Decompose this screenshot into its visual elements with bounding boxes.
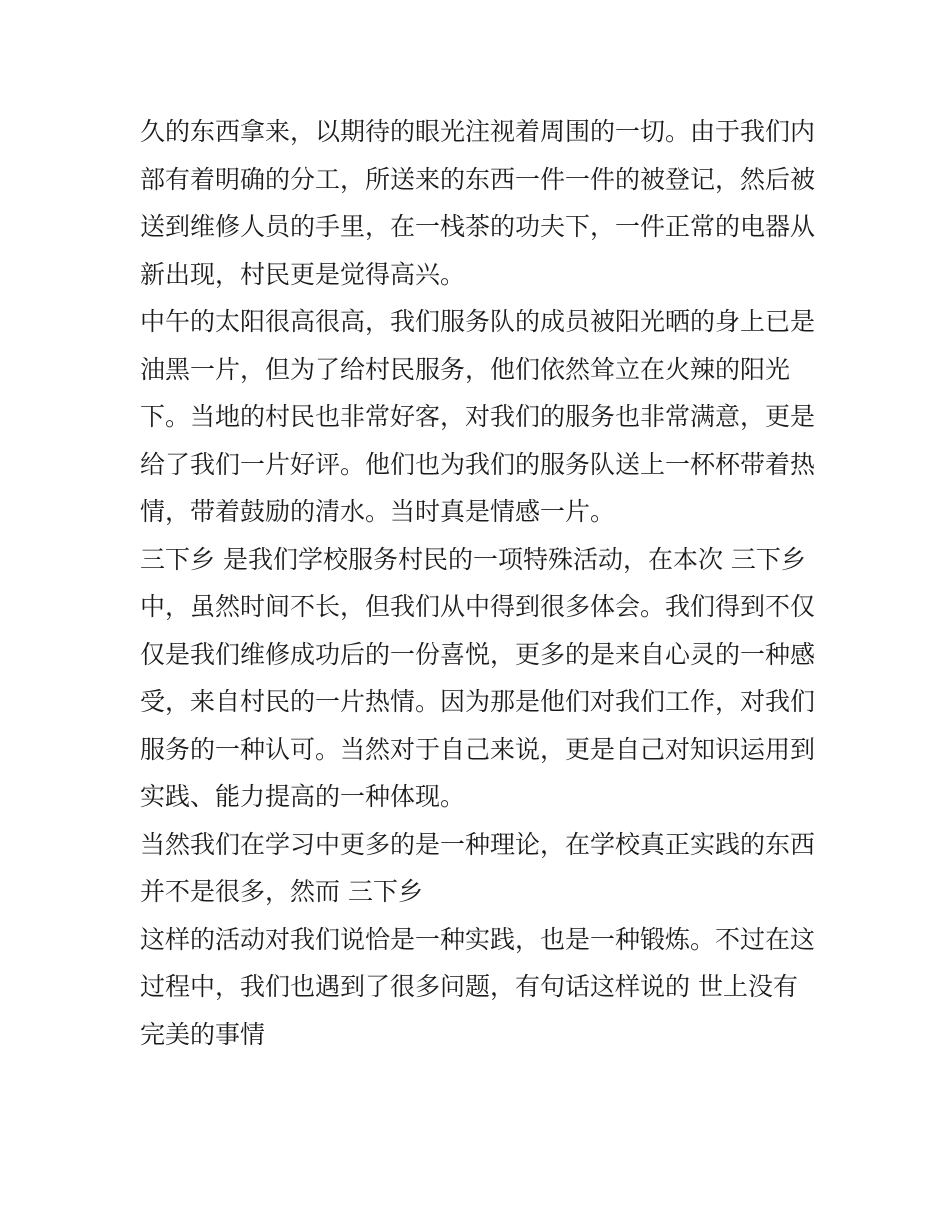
text-line: 送到维修人员的手里，在一栈茶的功夫下，一件正常的电器从 [140, 212, 816, 241]
text-line: 油黑一片，但为了给村民服务，他们依然耸立在火辣的阳光 [140, 354, 791, 384]
text-line: 下。当地的村民也非常好客，对我们的服务也非常满意，更是 [140, 402, 816, 431]
text-line: 受，来自村民的一片热情。因为那是他们对我们工作，对我们 [140, 687, 816, 716]
text-line: 中，虽然时间不长，但我们从中得到很多体会。我们得到不仅 [140, 592, 816, 621]
text-line: 情，带着鼓励的清水。当时真是情感一片。 [140, 497, 616, 526]
text-line: 完美的事情 [140, 1019, 266, 1049]
text-line: 当然我们在学习中更多的是一种理论，在学校真正实践的东西 [140, 829, 816, 859]
text-line: 服务的一种认可。当然对于自己来说，更是自己对知识运用到 [140, 734, 816, 764]
text-line: 部有着明确的分工，所送来的东西一件一件的被登记，然后被 [140, 164, 816, 194]
text-line: 并不是很多，然而 三下乡 [140, 877, 423, 906]
text-line: 给了我们一片好评。他们也为我们的服务队送上一杯杯带着热 [140, 449, 816, 479]
text-line: 实践、能力提高的一种体现。 [140, 782, 466, 811]
text-line: 这样的活动对我们说恰是一种实践，也是一种锻炼。不过在这 [140, 924, 816, 954]
text-line: 久的东西拿来，以期待的眼光注视着周围的一切。由于我们内 [140, 117, 816, 146]
text-line: 过程中，我们也遇到了很多问题，有句话这样说的 世上没有 [140, 972, 798, 1001]
text-line: 新出现，村民更是觉得高兴。 [140, 259, 466, 289]
text-line: 三下乡 是我们学校服务村民的一项特殊活动，在本次 三下乡 [140, 544, 806, 574]
text-line: 中午的太阳很高很高，我们服务队的成员被阳光晒的身上已是 [140, 307, 816, 336]
document-body [140, 108, 820, 1058]
text-line: 仅是我们维修成功后的一份喜悦，更多的是来自心灵的一种感 [140, 639, 816, 669]
